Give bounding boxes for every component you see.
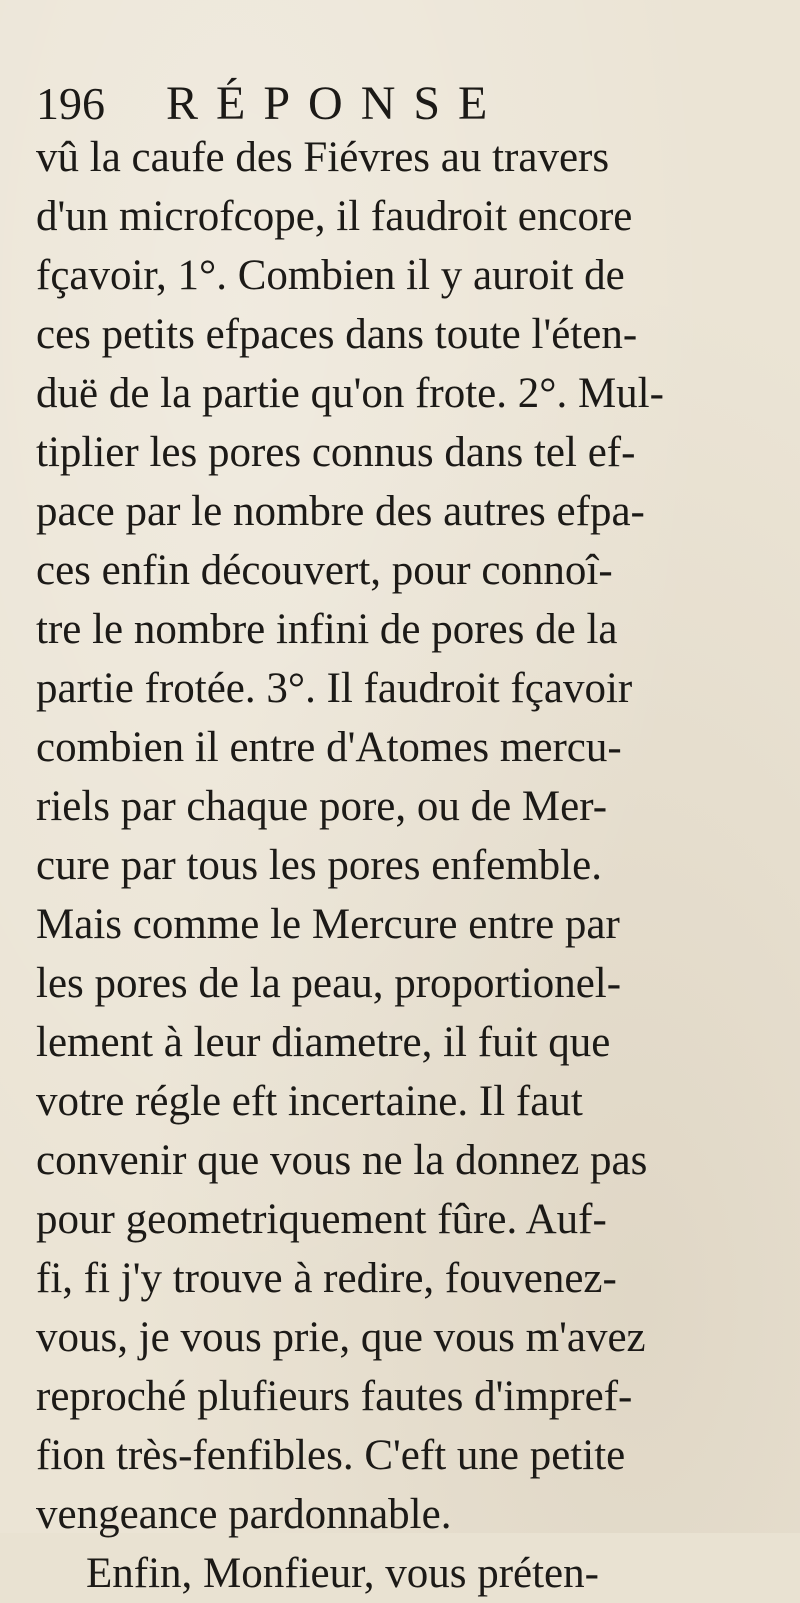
text-line: les pores de la peau, proportionel- [36,960,622,1007]
text-line: fçavoir, 1°. Combien il y auroit de [36,252,625,299]
text-line: fi, fi j'y trouve à redire, fouvenez- [36,1255,617,1302]
text-line: fion très-fenfibles. C'eft une petite [36,1432,626,1479]
text-line: ces enfin découvert, pour connoî- [36,547,613,594]
text-line: vous, je vous prie, que vous m'avez [36,1314,646,1361]
text-line: lement à leur diametre, il fuit que [36,1019,611,1066]
text-line: vengeance pardonnable. [36,1491,452,1538]
text-line: convenir que vous ne la donnez pas [36,1137,648,1184]
running-head: RÉPONSE [166,77,506,130]
text-line: pace par le nombre des autres efpa- [36,488,645,535]
text-line: tiplier les pores connus dans tel ef- [36,429,636,476]
page-header [36,72,676,132]
text-line: pour geometriquement fûre. Auf- [36,1196,607,1243]
text-line: tre le nombre infini de pores de la [36,606,618,653]
text-line: d'un microfcope, il faudroit encore [36,193,633,240]
text-line: duë de la partie qu'on frote. 2°. Mul- [36,370,664,417]
text-line: votre régle eft incertaine. Il faut [36,1078,583,1125]
text-line: cure par tous les pores enfemble. [36,842,602,889]
page-number: 196 [36,78,105,129]
text-line: reproché plufieurs fautes d'impref- [36,1373,633,1420]
text-line: vû la caufe des Fiévres au travers [36,134,610,181]
text-line: Enfin, Monfieur, vous préten- [86,1550,599,1597]
text-line: riels par chaque pore, ou de Mer- [36,783,608,830]
body-text [36,128,766,1603]
text-line: ces petits efpaces dans toute l'éten- [36,311,638,358]
text-line: Mais comme le Mercure entre par [36,901,620,948]
text-line: combien il entre d'Atomes mercu- [36,724,622,771]
text-line: partie frotée. 3°. Il faudroit fçavoir [36,665,633,712]
